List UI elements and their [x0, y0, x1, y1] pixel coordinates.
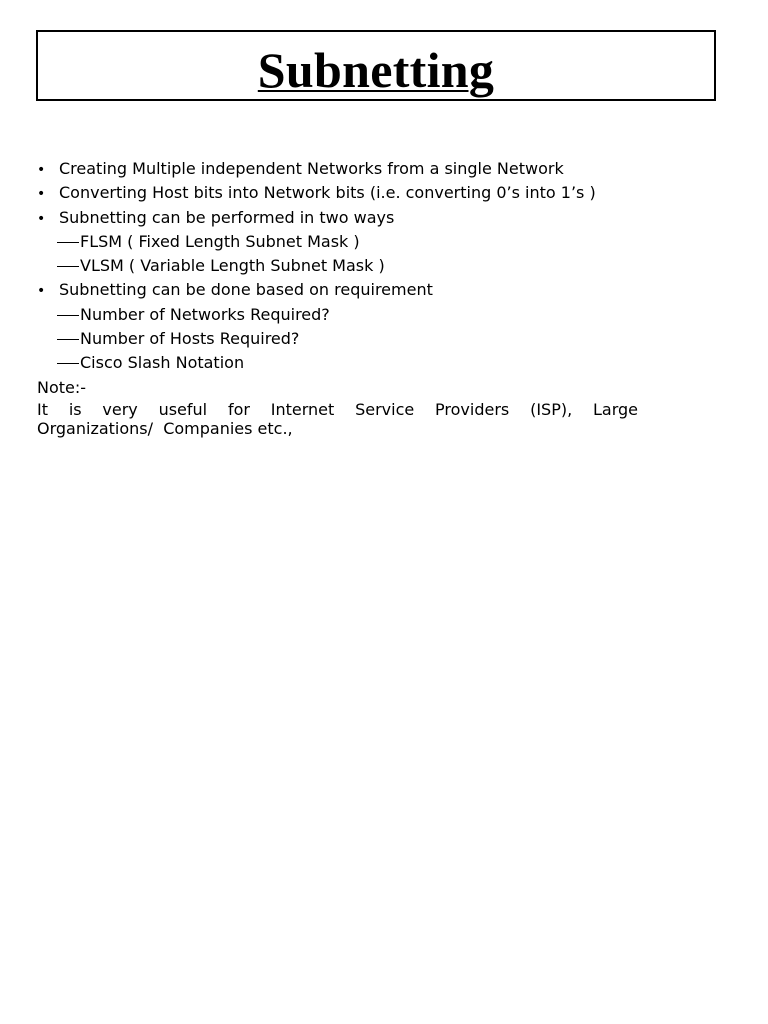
dash-icon	[57, 339, 79, 340]
bullet-item	[37, 157, 638, 181]
sub-item-text: Cisco Slash Notation	[80, 353, 245, 373]
bullet-text: Converting Host bits into Network bits (i.e. converting 0’s into 1’s )	[59, 183, 596, 203]
dash-icon	[57, 266, 79, 267]
page-title: Subnetting	[257, 42, 495, 98]
note-word: (ISP),	[530, 399, 573, 419]
note-word: It	[37, 399, 48, 419]
dash-icon	[57, 315, 79, 316]
note-word: Service	[355, 399, 415, 419]
note-word: for	[227, 399, 250, 419]
note-word: Providers	[435, 399, 510, 419]
bullet-text: Subnetting can be performed in two ways	[59, 207, 395, 227]
bullet-text: Subnetting can be done based on requirement	[59, 280, 433, 300]
document-body	[37, 157, 638, 438]
note-word: useful	[158, 399, 208, 419]
dash-icon	[57, 242, 79, 243]
bullet-icon: •	[37, 210, 46, 227]
note-line-2: Organizations/ Companies etc.,	[37, 418, 293, 438]
note-paragraph	[37, 400, 638, 438]
dash-icon	[57, 363, 79, 364]
note-word: Large	[592, 399, 638, 419]
sub-item-text: Number of Hosts Required?	[80, 329, 300, 349]
sub-item	[37, 230, 638, 254]
bullet-icon: •	[37, 186, 46, 203]
bullet-text: Creating Multiple independent Networks from a single Network	[59, 159, 564, 178]
sub-item	[37, 327, 638, 351]
bullet-item	[37, 206, 638, 230]
sub-item-text: FLSM ( Fixed Length Subnet Mask )	[80, 231, 360, 251]
sub-item	[37, 254, 638, 278]
sub-item	[37, 351, 638, 375]
sub-item	[37, 303, 638, 327]
bullet-icon: •	[37, 162, 46, 178]
note-word: very	[102, 399, 138, 419]
title-box	[36, 30, 716, 101]
sub-item-text: Number of Networks Required?	[80, 304, 330, 324]
note-word: Internet	[270, 399, 335, 419]
bullet-icon: •	[37, 283, 46, 300]
note-line-1	[37, 400, 638, 419]
note-word: is	[68, 399, 82, 419]
note-label: Note:-	[37, 377, 87, 397]
bullet-item	[37, 278, 638, 302]
bullet-item	[37, 181, 638, 205]
sub-item-text: VLSM ( Variable Length Subnet Mask )	[80, 256, 385, 276]
